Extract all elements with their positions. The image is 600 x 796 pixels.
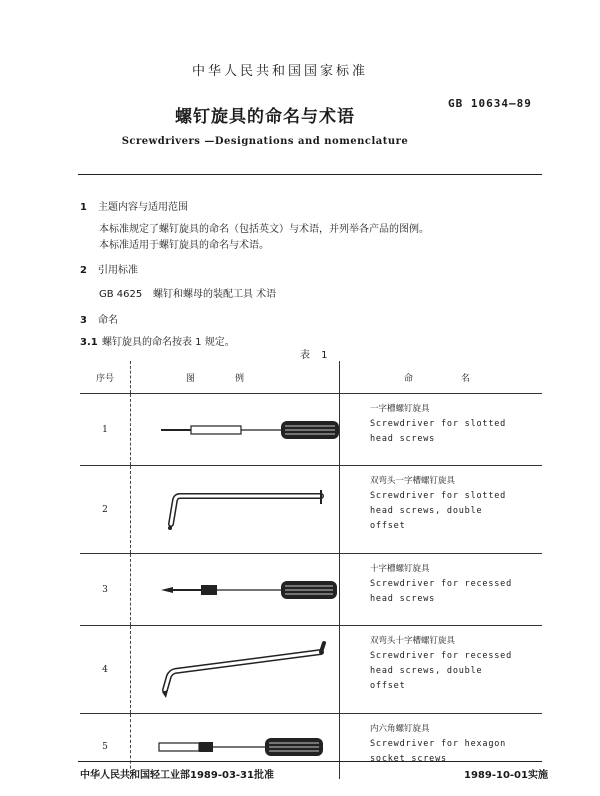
name-cell: [340, 394, 543, 466]
column-header-name: [340, 361, 543, 394]
column-header-figure-label: 图例: [185, 373, 284, 384]
section-3-heading: [80, 311, 118, 326]
name-en-line: Screwdriver for hexagon: [370, 739, 507, 749]
section-number: 2: [80, 265, 87, 276]
section-2-heading: [80, 261, 138, 276]
section-title: 主题内容与适用范围: [98, 202, 188, 213]
section-number: 3: [80, 315, 87, 326]
straight-screwdriver-icon: [131, 570, 339, 610]
name-en-line: offset: [370, 681, 406, 691]
figure-cell: [131, 626, 340, 714]
row-number: 5: [80, 714, 131, 780]
row-number: 1: [80, 394, 131, 466]
clause-3-1: [80, 333, 235, 348]
name-en-line: head screws: [370, 434, 436, 444]
name-en-line: Screwdriver for slotted: [370, 419, 507, 429]
name-en-line: Screwdriver for recessed: [370, 579, 513, 589]
section-title: 引用标准: [98, 265, 138, 276]
name-cn: 双弯头一字槽螺钉旋具: [370, 476, 456, 486]
table-row: [80, 554, 542, 626]
standard-number: GB 10634—89: [448, 97, 532, 110]
table-header-row: [80, 361, 542, 394]
section-number: 1: [80, 202, 87, 213]
designation-table: [80, 361, 542, 779]
name-cell: [340, 466, 543, 554]
name-cn: 内六角螺钉旋具: [370, 724, 430, 734]
offset-screwdriver-icon: [131, 638, 339, 702]
document-title-cn: 螺钉旋具的命名与术语: [175, 107, 355, 127]
name-en-line: socket screws: [370, 754, 447, 764]
name-en-line: head screws, double: [370, 666, 483, 676]
name-cell: [340, 554, 543, 626]
normative-reference: [99, 285, 276, 300]
column-header-name-label: 命名: [403, 373, 518, 384]
name-en-line: head screws: [370, 594, 436, 604]
table-row: [80, 394, 542, 466]
row-number: 3: [80, 554, 131, 626]
national-standard-heading: 中华人民共和国国家标准: [191, 64, 368, 79]
section-1-heading: [80, 198, 188, 213]
table-row: [80, 626, 542, 714]
table-caption: 表 1: [300, 350, 332, 361]
name-cn: 双弯头十字槽螺钉旋具: [370, 636, 456, 646]
approval-note: 中华人民共和国轻工业部1989-03-31批准: [80, 770, 274, 781]
clause-number: 3.1: [80, 337, 98, 348]
clause-text: 螺钉旋具的命名按表 1 规定。: [102, 337, 235, 348]
row-number: 4: [80, 626, 131, 714]
table-row: [80, 466, 542, 554]
section-1-paragraph-1: 本标准规定了螺钉旋具的命名（包括英文）与术语，并列举各产品的图例。: [99, 224, 429, 235]
section-1-paragraph-2: 本标准适用于螺钉旋具的命名与术语。: [99, 240, 269, 251]
reference-title: 螺钉和螺母的装配工具 术语: [153, 289, 277, 300]
column-header-figure: [131, 361, 340, 394]
offset-screwdriver-icon: [131, 482, 339, 538]
figure-cell: [131, 466, 340, 554]
name-cell: [340, 626, 543, 714]
column-header-no: 序号: [80, 361, 131, 394]
reference-code: GB 4625: [99, 289, 143, 300]
name-cn: 十字槽螺钉旋具: [370, 564, 430, 574]
name-en-line: head screws, double: [370, 506, 483, 516]
name-en-line: offset: [370, 521, 406, 531]
document-title-en: Screwdrivers —Designations and nomenclature: [121, 136, 409, 147]
header-rule: [78, 174, 542, 175]
figure-cell: [131, 554, 340, 626]
name-en-line: Screwdriver for slotted: [370, 491, 507, 501]
name-en-line: Screwdriver for recessed: [370, 651, 513, 661]
figure-cell: [131, 394, 340, 466]
footer-rule: [78, 761, 542, 762]
straight-screwdriver-icon: [131, 410, 339, 450]
implementation-date: 1989-10-01实施: [464, 770, 548, 781]
section-title: 命名: [98, 315, 118, 326]
name-cn: 一字槽螺钉旋具: [370, 404, 430, 414]
row-number: 2: [80, 466, 131, 554]
